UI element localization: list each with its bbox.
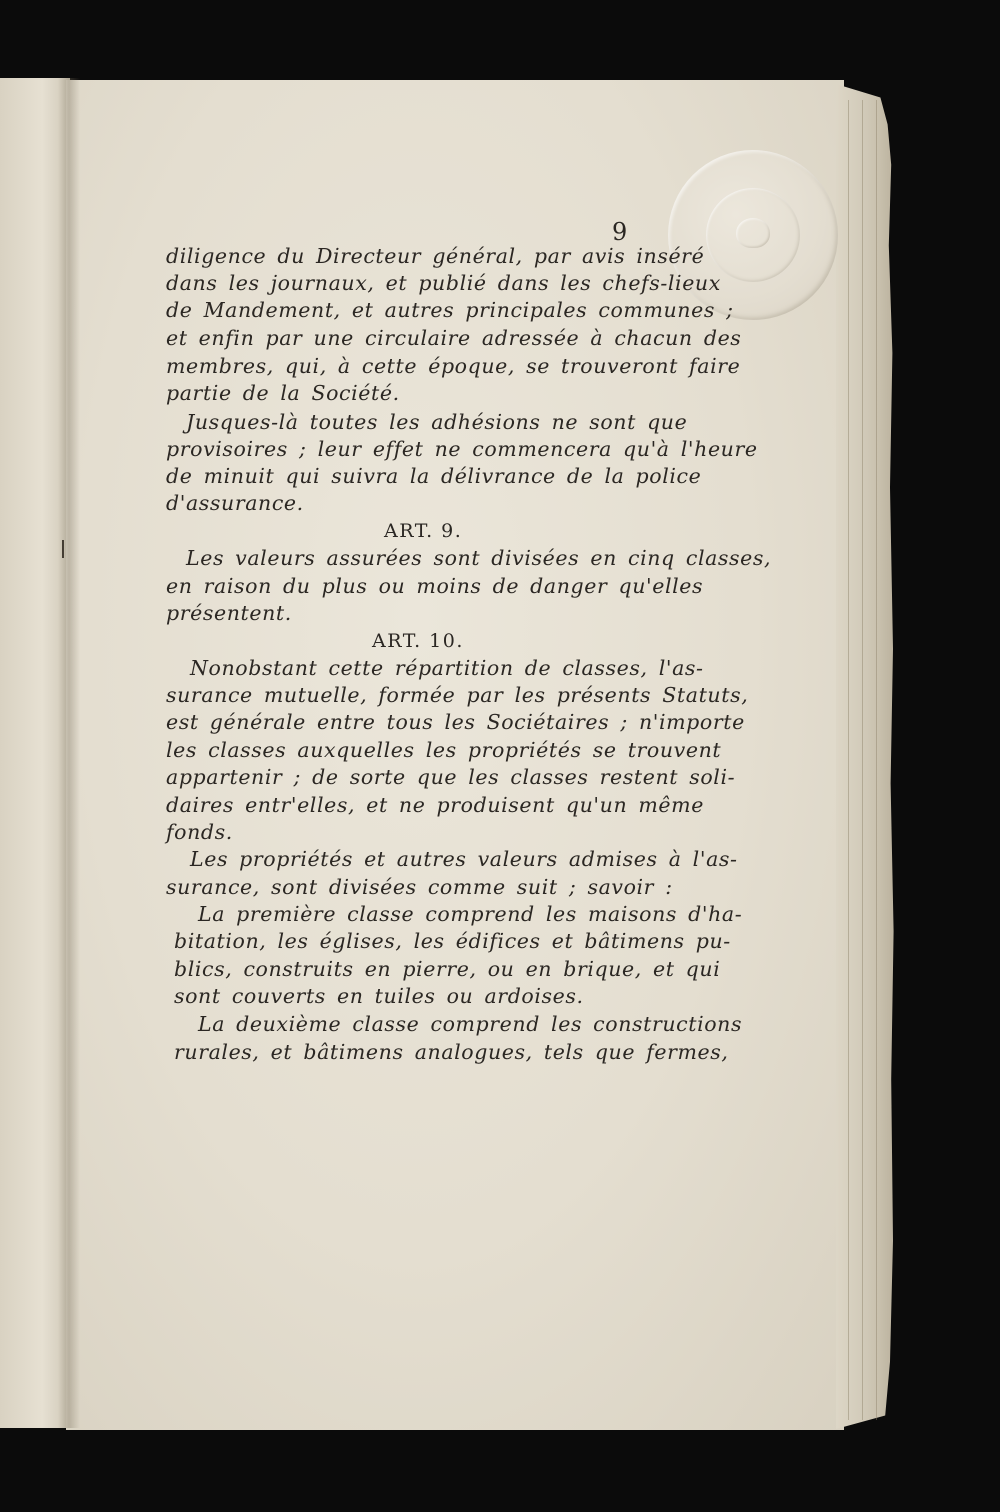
page-edge-stack (836, 84, 896, 1429)
text-line: de minuit qui suivra la délivrance de la police (166, 464, 702, 488)
article-heading: ART. 9. (384, 520, 463, 542)
seal-emblem (736, 218, 770, 248)
text-line: provisoires ; leur effet ne commencera qu'à l'heure (166, 437, 758, 461)
text-line: rurales, et bâtimens analogues, tels que fermes, (174, 1040, 729, 1064)
text-line: les classes auxquelles les propriétés se trouvent (166, 738, 722, 762)
text-line: Les propriétés et autres valeurs admises à l'as- (190, 847, 738, 871)
text-line: et enfin par une circulaire adressée à chacun des (166, 326, 742, 350)
page-edge-line (848, 100, 849, 1420)
text-line: membres, qui, à cette époque, se trouveront faire (166, 354, 741, 378)
text-line: Jusques-là toutes les adhésions ne sont que (186, 410, 688, 434)
text-line: La deuxième classe comprend les constructions (198, 1012, 743, 1036)
text-line: d'assurance. (166, 491, 304, 515)
page-edge-line (876, 100, 877, 1420)
text-line: appartenir ; de sorte que les classes restent soli- (166, 765, 736, 789)
page-edge-line (862, 100, 863, 1420)
text-line: bitation, les églises, les édifices et bâtimens pu- (174, 929, 731, 953)
text-line: Nonobstant cette répartition de classes, l'as- (190, 656, 704, 680)
text-line: partie de la Société. (166, 381, 400, 405)
article-heading: ART. 10. (372, 630, 464, 652)
text-line: fonds. (166, 820, 233, 844)
text-line: sont couverts en tuiles ou ardoises. (174, 984, 584, 1008)
page-number: 9 (612, 218, 628, 246)
text-line: présentent. (166, 601, 292, 625)
text-line: est générale entre tous les Sociétaires ; n'importe (166, 710, 745, 734)
text-line: surance, sont divisées comme suit ; savoir : (166, 875, 673, 899)
text-line: diligence du Directeur général, par avis inséré (166, 244, 705, 268)
text-line: blics, construits en pierre, ou en brique, et qui (174, 957, 721, 981)
text-line: Les valeurs assurées sont divisées en cinq classes, (186, 546, 772, 570)
text-line: daires entr'elles, et ne produisent qu'un même (166, 793, 704, 817)
gutter-shadow (58, 78, 80, 1428)
text-line: de Mandement, et autres principales communes ; (166, 298, 734, 322)
text-line: en raison du plus ou moins de danger qu'elles (166, 574, 704, 598)
text-line: dans les journaux, et publié dans les chefs-lieux (166, 271, 721, 295)
text-line: surance mutuelle, formée par les présents Statuts, (166, 683, 749, 707)
text-line: La première classe comprend les maisons d'ha- (198, 902, 743, 926)
